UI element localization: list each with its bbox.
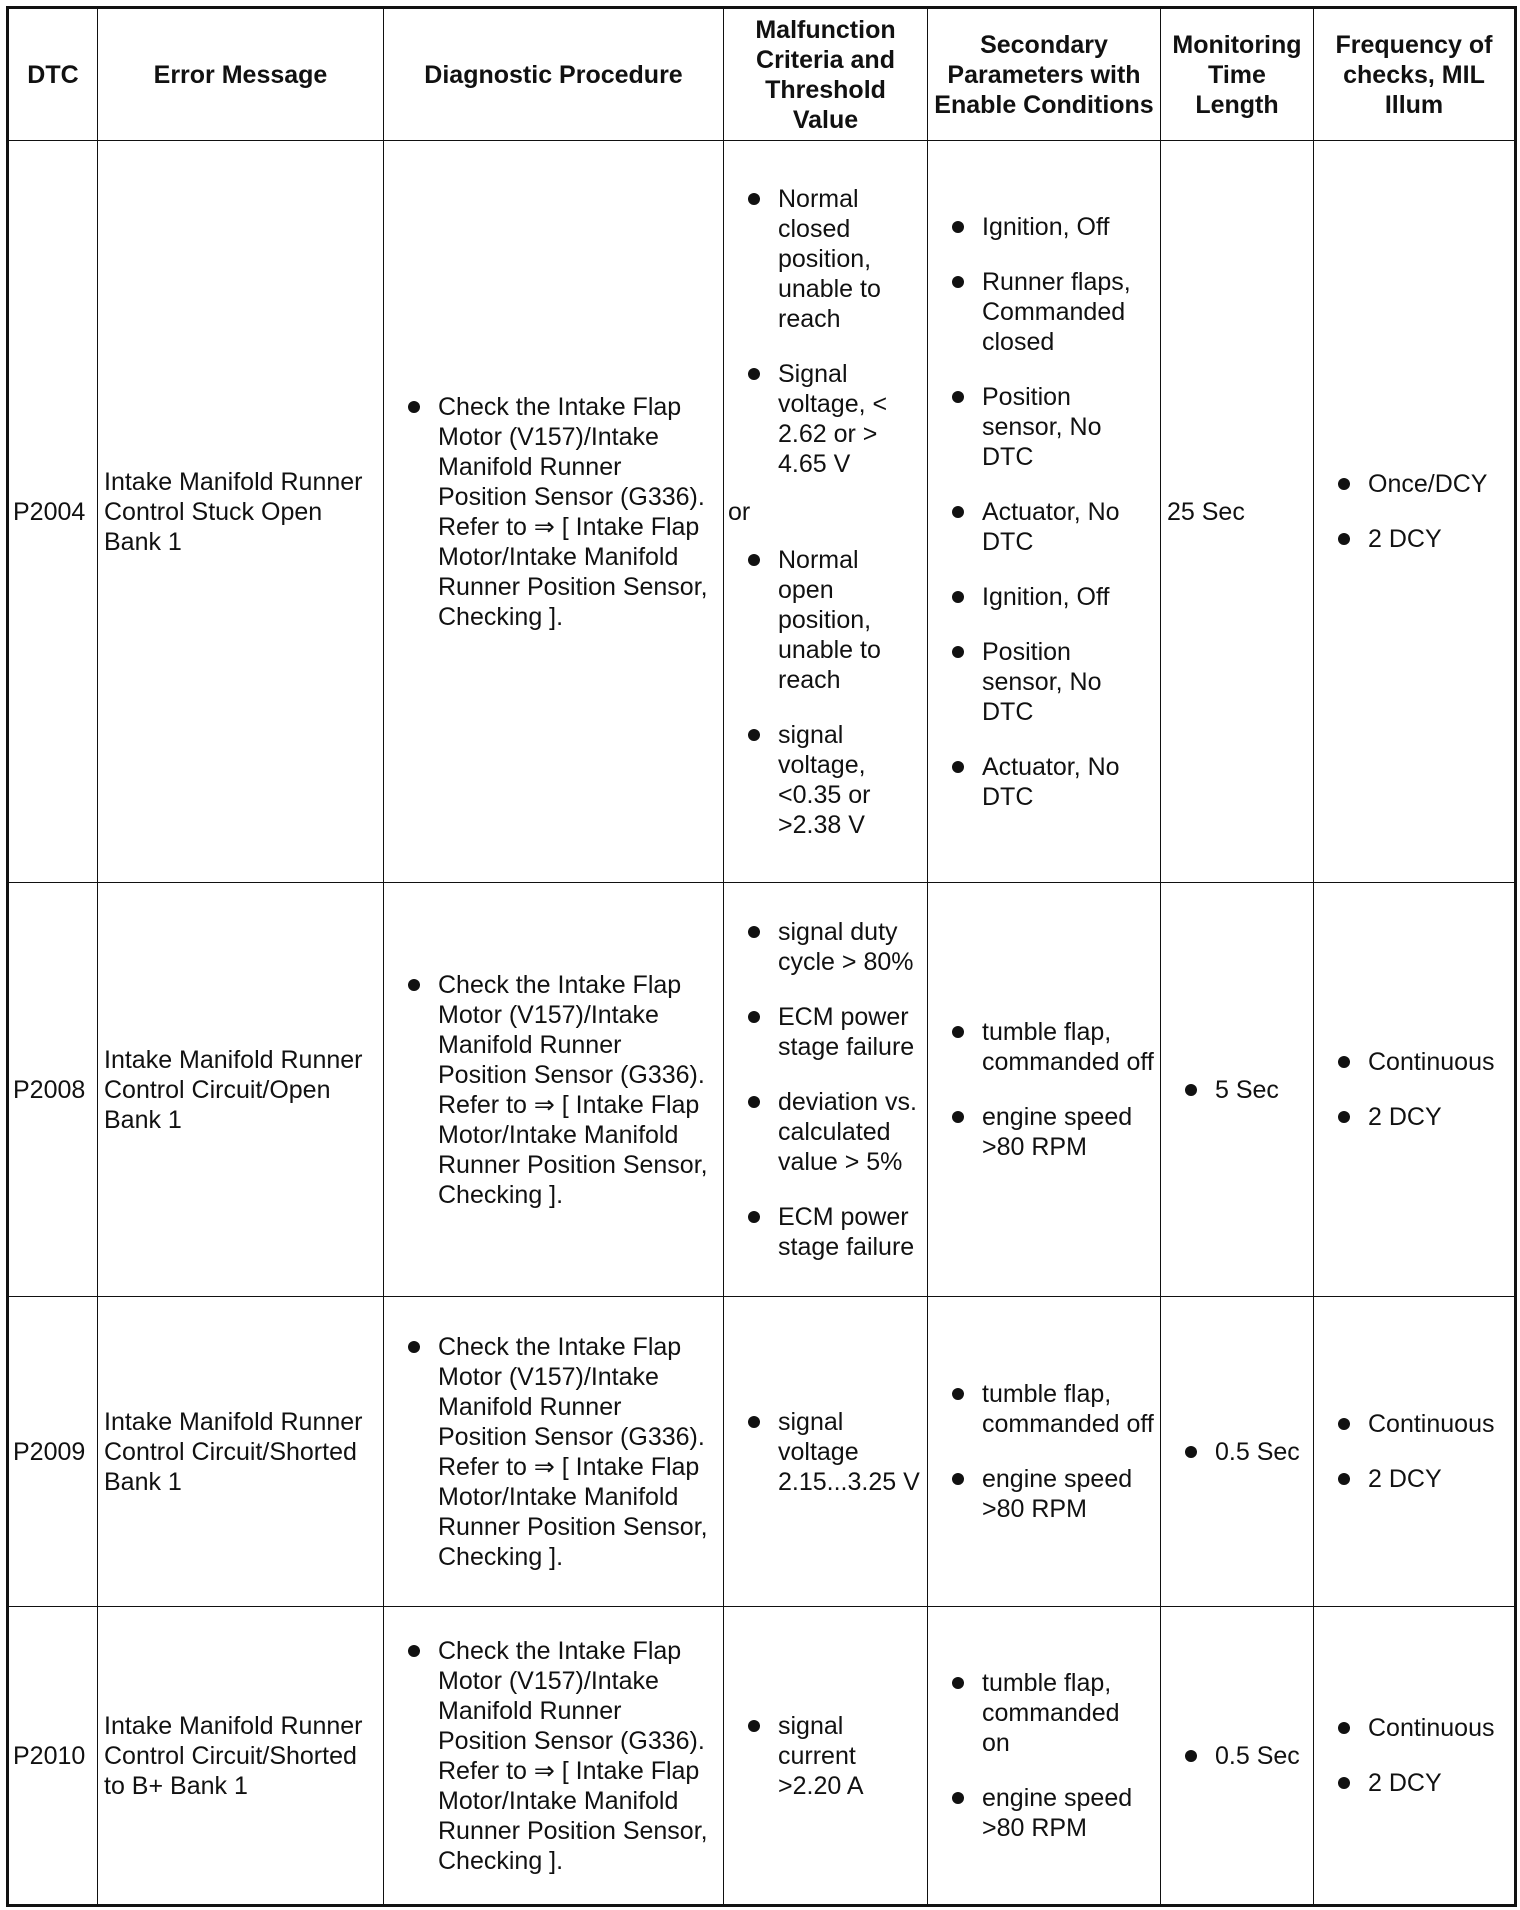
bullet-icon (952, 761, 964, 773)
list-item: Check the Intake Flap Motor (V157)/Intake Manifold Runner Position Sensor (G336). Refer to ⇒ [ Intake Flap Motor/Intake Manifold Runner Position Sensor, Checking ]. (392, 1636, 717, 1876)
bullet-icon (408, 979, 420, 991)
bullet-icon (1338, 533, 1350, 545)
bullet-icon (408, 1645, 420, 1657)
dtc-code: P2010 (13, 1741, 86, 1770)
list-item: tumble flap, commanded on (936, 1668, 1154, 1758)
bullet-icon (952, 276, 964, 288)
bullet-icon (748, 1096, 760, 1108)
bullet-icon (748, 368, 760, 380)
list-item: 0.5 Sec (1169, 1741, 1307, 1771)
bullet-icon (408, 1341, 420, 1353)
monitoring-time-cell (1161, 883, 1314, 1297)
header-malfunction-criteria: Malfunction Criteria and Threshold Value (724, 8, 928, 141)
dtc-code: P2008 (13, 1075, 86, 1104)
monitoring-time: 25 Sec (1167, 497, 1245, 526)
header-error-message: Error Message (98, 8, 384, 141)
header-diagnostic-procedure: Diagnostic Procedure (384, 8, 724, 141)
bullet-icon (952, 1677, 964, 1689)
list-item: deviation vs. calculated value > 5% (732, 1087, 921, 1177)
bullet-icon (952, 1473, 964, 1485)
list-item: Position sensor, No DTC (936, 637, 1154, 727)
bullet-icon (952, 591, 964, 603)
list-item: engine speed >80 RPM (936, 1783, 1154, 1843)
bullet-icon (952, 1792, 964, 1804)
secondary-parameters-cell (928, 1607, 1161, 1906)
header-secondary-parameters: Secondary Parameters with Enable Conditions (928, 8, 1161, 141)
frequency-cell (1314, 141, 1516, 883)
monitoring-time-cell (1161, 1297, 1314, 1607)
list-item: 2 DCY (1322, 524, 1508, 554)
list-item: Actuator, No DTC (936, 752, 1154, 812)
bullet-icon (952, 506, 964, 518)
error-message: Intake Manifold Runner Control Stuck Open Bank 1 (104, 467, 363, 556)
bullet-icon (748, 1416, 760, 1428)
list-item: Continuous (1322, 1713, 1508, 1743)
list-item: ECM power stage failure (732, 1002, 921, 1062)
list-item: Ignition, Off (936, 582, 1154, 612)
frequency-cell (1314, 883, 1516, 1297)
bullet-icon (1185, 1446, 1197, 1458)
table-row (8, 141, 1516, 883)
list-item: Once/DCY (1322, 469, 1508, 499)
list-item: Actuator, No DTC (936, 497, 1154, 557)
dtc-table (6, 6, 1517, 1907)
bullet-icon (952, 1388, 964, 1400)
dtc-code: P2004 (13, 497, 86, 526)
list-item: signal voltage 2.15...3.25 V (732, 1407, 921, 1497)
dtc-cell (8, 141, 98, 883)
malfunction-cell (724, 1297, 928, 1607)
list-item: Ignition, Off (936, 212, 1154, 242)
frequency-cell (1314, 1607, 1516, 1906)
monitoring-time-cell (1161, 1607, 1314, 1906)
bullet-icon (952, 1026, 964, 1038)
bullet-icon (1338, 1111, 1350, 1123)
dtc-cell (8, 1607, 98, 1906)
error-message: Intake Manifold Runner Control Circuit/Shorted Bank 1 (104, 1407, 363, 1496)
bullet-icon (408, 401, 420, 413)
secondary-parameters-cell (928, 141, 1161, 883)
diagnostic-procedure-cell (384, 1607, 724, 1906)
malfunction-cell (724, 141, 928, 883)
list-item: Continuous (1322, 1409, 1508, 1439)
error-message-cell (98, 1607, 384, 1906)
list-item: Normal open position, unable to reach (732, 545, 921, 695)
bullet-icon (952, 646, 964, 658)
malfunction-cell (724, 1607, 928, 1906)
list-item: 5 Sec (1169, 1075, 1307, 1105)
table-row (8, 1607, 1516, 1906)
header-row (8, 8, 1516, 141)
list-item: Position sensor, No DTC (936, 382, 1154, 472)
diagnostic-procedure-cell (384, 1297, 724, 1607)
list-item: Continuous (1322, 1047, 1508, 1077)
list-item: tumble flap, commanded off (936, 1379, 1154, 1439)
bullet-icon (1338, 1056, 1350, 1068)
bullet-icon (748, 1211, 760, 1223)
list-item: tumble flap, commanded off (936, 1017, 1154, 1077)
error-message-cell (98, 1297, 384, 1607)
bullet-icon (952, 391, 964, 403)
list-item: signal voltage, <0.35 or >2.38 V (732, 720, 921, 840)
bullet-icon (748, 1011, 760, 1023)
bullet-icon (748, 729, 760, 741)
bullet-icon (748, 1720, 760, 1732)
table-row (8, 883, 1516, 1297)
bullet-icon (1338, 1473, 1350, 1485)
header-monitoring-time: Monitoring Time Length (1161, 8, 1314, 141)
list-item: engine speed >80 RPM (936, 1464, 1154, 1524)
dtc-cell (8, 1297, 98, 1607)
list-item: Check the Intake Flap Motor (V157)/Intake Manifold Runner Position Sensor (G336). Refer to ⇒ [ Intake Flap Motor/Intake Manifold Runner Position Sensor, Checking ]. (392, 1332, 717, 1572)
dtc-code: P2009 (13, 1437, 86, 1466)
list-item: Runner flaps, Commanded closed (936, 267, 1154, 357)
bullet-icon (952, 1111, 964, 1123)
table-row (8, 1297, 1516, 1607)
diagnostic-procedure-cell (384, 141, 724, 883)
list-item: Check the Intake Flap Motor (V157)/Intake Manifold Runner Position Sensor (G336). Refer to ⇒ [ Intake Flap Motor/Intake Manifold Runner Position Sensor, Checking ]. (392, 392, 717, 632)
list-item: 2 DCY (1322, 1768, 1508, 1798)
list-item: engine speed >80 RPM (936, 1102, 1154, 1162)
bullet-icon (748, 193, 760, 205)
dtc-cell (8, 883, 98, 1297)
secondary-parameters-cell (928, 883, 1161, 1297)
malfunction-cell (724, 883, 928, 1297)
bullet-icon (952, 221, 964, 233)
list-item: signal duty cycle > 80% (732, 917, 921, 977)
error-message-cell (98, 883, 384, 1297)
or-label: or (728, 497, 751, 526)
list-item: signal current >2.20 A (732, 1711, 921, 1801)
list-item: Signal voltage, < 2.62 or > 4.65 V (732, 359, 921, 479)
bullet-icon (1185, 1084, 1197, 1096)
list-item: 0.5 Sec (1169, 1437, 1307, 1467)
header-dtc: DTC (8, 8, 98, 141)
bullet-icon (748, 554, 760, 566)
bullet-icon (1338, 1722, 1350, 1734)
bullet-icon (1338, 1418, 1350, 1430)
list-item: 2 DCY (1322, 1102, 1508, 1132)
list-item: ECM power stage failure (732, 1202, 921, 1262)
bullet-icon (748, 926, 760, 938)
error-message: Intake Manifold Runner Control Circuit/Open Bank 1 (104, 1045, 363, 1134)
bullet-icon (1338, 1777, 1350, 1789)
list-item: Check the Intake Flap Motor (V157)/Intake Manifold Runner Position Sensor (G336). Refer to ⇒ [ Intake Flap Motor/Intake Manifold Runner Position Sensor, Checking ]. (392, 970, 717, 1210)
secondary-parameters-cell (928, 1297, 1161, 1607)
monitoring-time-cell (1161, 141, 1314, 883)
frequency-cell (1314, 1297, 1516, 1607)
diagnostic-procedure-cell (384, 883, 724, 1297)
list-item: Normal closed position, unable to reach (732, 184, 921, 334)
error-message-cell (98, 141, 384, 883)
error-message: Intake Manifold Runner Control Circuit/Shorted to B+ Bank 1 (104, 1711, 363, 1800)
bullet-icon (1338, 478, 1350, 490)
header-frequency: Frequency of checks, MIL Illum (1314, 8, 1516, 141)
bullet-icon (1185, 1750, 1197, 1762)
list-item: 2 DCY (1322, 1464, 1508, 1494)
